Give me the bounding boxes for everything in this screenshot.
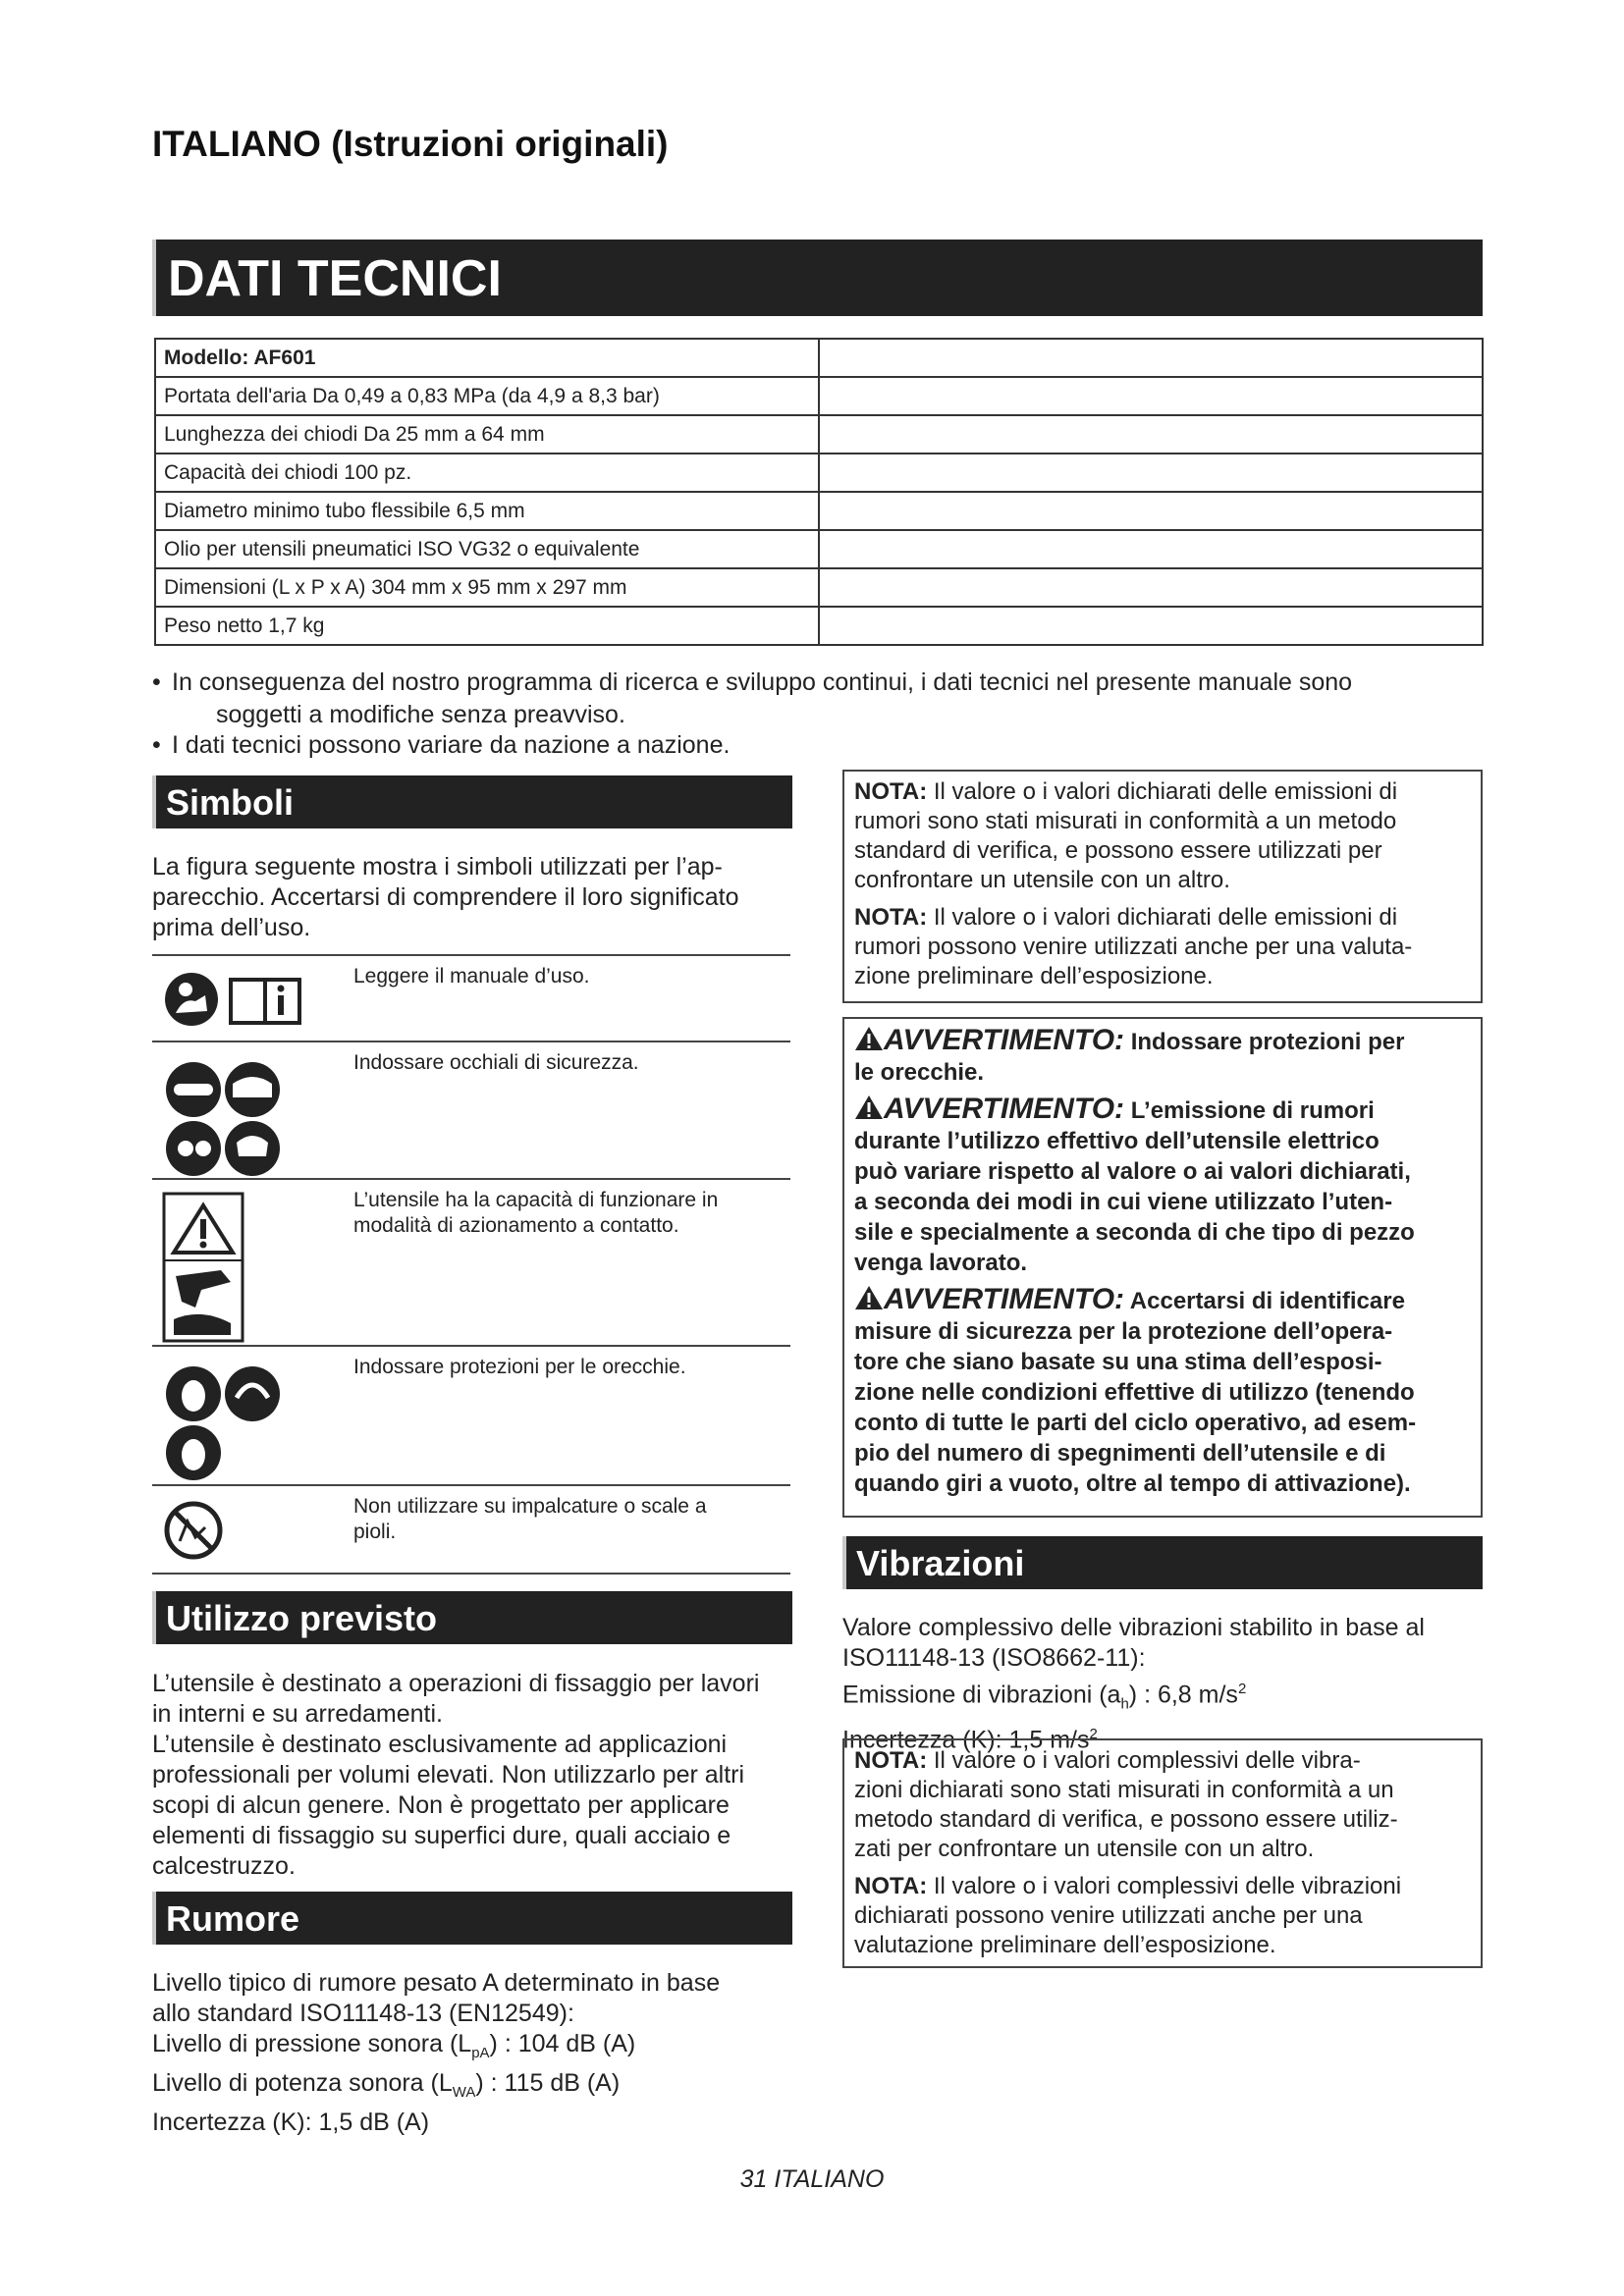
no-scaffolding-icon xyxy=(162,1498,231,1572)
warning-triangle-icon xyxy=(854,1285,884,1310)
note-paragraph: NOTA: Il valore o i valori dichiarati delle emissioni di rumori sono stati misurati in conformità a un metodo standard di verifica, e possono essere utilizzati per confrontare un utensile con un altro. xyxy=(854,778,1398,893)
spec-cell: Diametro minimo tubo flessibile 6,5 mm xyxy=(155,492,819,530)
read-manual-icon xyxy=(162,968,309,1032)
spec-cell: Olio per utensili pneumatici ISO VG32 o equivalente xyxy=(155,530,819,568)
table-row xyxy=(155,454,1483,492)
symbol-row xyxy=(152,1041,790,1180)
nota-vibrazioni-box xyxy=(842,1738,1483,1968)
symbol-description: Indossare protezioni per le orecchie. xyxy=(353,1356,686,1378)
symbol-row xyxy=(152,954,790,1042)
note-paragraph: NOTA: Il valore o i valori dichiarati delle emissioni di rumori possono venire utilizzati anche per una valuta- zione preliminare dell’esposizione. xyxy=(854,904,1413,989)
table-row xyxy=(155,530,1483,568)
contact-actuation-icon xyxy=(162,1192,250,1354)
symbol-description: L’utensile ha la capacità di funzionare in modalità di azionamento a contatto. xyxy=(353,1189,719,1237)
vibrazioni-heading: Vibrazioni xyxy=(842,1536,1483,1589)
specifications-table xyxy=(154,338,1484,646)
simboli-intro: La figura seguente mostra i simboli utilizzati per l’ap- parecchio. Accertarsi di comprendere il loro significato prima dell’uso. xyxy=(152,853,739,941)
list-item-continuation: soggetti a modifiche senza preavviso. xyxy=(216,701,625,728)
nota-rumore-box xyxy=(842,770,1483,1003)
warning-paragraph: AVVERTIMENTO: L’emissione di rumori durante l’utilizzo effettivo dell’utensile elettrico può variare rispetto al valore o ai valori dichiarati, a seconda dei modi in cui viene utilizzato l’uten- sile e specialmente a seconda di che tipo di pezzo venga lavorato. xyxy=(854,1093,1415,1276)
note-paragraph: NOTA: Il valore o i valori complessivi delle vibra- zioni dichiarati sono stati misurati in conformità a un metodo standard di verifica, e possono essere utiliz- zati per confrontare un utensile con un altro. xyxy=(854,1747,1398,1862)
spec-cell: Dimensioni (L x P x A) 304 mm x 95 mm x 297 mm xyxy=(155,568,819,607)
simboli-heading: Simboli xyxy=(152,775,792,828)
symbol-row xyxy=(152,1484,790,1575)
utilizzo-previsto-text: L’utensile è destinato a operazioni di fissaggio per lavori in interni e su arredamenti. L’utensile è destinato esclusivamente ad applicazioni professionali per volumi elevati. Non utilizzarlo per altri scopi di alcun genere. Non è progettato per applicare elementi di fissaggio su superfici dure, quali acciaio e calcestruzzo. xyxy=(152,1670,760,1880)
spec-cell: Peso netto 1,7 kg xyxy=(155,607,819,645)
rumore-text: Livello tipico di rumore pesato A determinato in base allo standard ISO11148-13 (EN12549): Livello di pressione sonora $(L_{pA})$ : 104 dB (A) Livello di potenza sonora $(L_{WA})$ : 115 dB (A) Incertezza (K): 1,5 dB (A) xyxy=(152,1969,721,2136)
table-row xyxy=(155,607,1483,645)
spec-cell: Lunghezza dei chiodi Da 25 mm a 64 mm xyxy=(155,415,819,454)
symbol-row xyxy=(152,1178,790,1347)
vibrazioni-text: Valore complessivo delle vibrazioni stabilito in base al ISO11148-13 (ISO8662-11): Emissione di vibrazioni $(a_h)$ : 6,8 $m/s^2$ Incertezza (K): 1,5 $m/s^2$ xyxy=(842,1614,1425,1754)
spec-cell: Modello: AF601 xyxy=(155,339,819,377)
spec-cell: Portata dell'aria Da 0,49 a 0,83 MPa (da 4,9 a 8,3 bar) xyxy=(155,377,819,415)
table-row xyxy=(155,339,1483,377)
symbol-row xyxy=(152,1345,790,1486)
symbol-description: Non utilizzare su impalcature o scale a pioli. xyxy=(353,1495,707,1543)
table-row xyxy=(155,415,1483,454)
page-footer: 31 ITALIANO xyxy=(739,2165,885,2193)
warning-paragraph: AVVERTIMENTO: Indossare protezioni per le orecchie. xyxy=(854,1024,1405,1086)
list-item: • In conseguenza del nostro programma di ricerca e sviluppo continui, i dati tecnici nel presente manuale sono xyxy=(152,667,1488,698)
utilizzo-previsto-heading: Utilizzo previsto xyxy=(152,1591,792,1644)
warning-paragraph: AVVERTIMENTO: Accertarsi di identificare misure di sicurezza per la protezione dell’opera- tore che siano basate su una stima dell’esposi- zione nelle condizioni effettive di utilizzo (tenendo conto di tutte le parti del ciclo operativo, ad esem- pio del numero di spegnimenti dell’utensile e di quando giri a vuoto, oltre al tempo di attivazione). xyxy=(854,1283,1417,1497)
spec-notes xyxy=(152,667,1488,763)
safety-glasses-icon xyxy=(162,1054,299,1187)
table-row xyxy=(155,377,1483,415)
warning-triangle-icon xyxy=(854,1026,884,1051)
spec-cell: Capacità dei chiodi 100 pz. xyxy=(155,454,819,492)
symbol-description: Indossare occhiali di sicurezza. xyxy=(353,1051,639,1074)
avvertimento-box xyxy=(842,1017,1483,1518)
list-item: • I dati tecnici possono variare da nazione a nazione. xyxy=(152,730,1488,761)
note-paragraph: NOTA: Il valore o i valori complessivi delle vibrazioni dichiarati possono venire utilizzati anche per una valutazione preliminare dell’esposizione. xyxy=(854,1873,1402,1958)
rumore-heading: Rumore xyxy=(152,1892,792,1945)
warning-triangle-icon xyxy=(854,1095,884,1120)
symbol-description: Leggere il manuale d’uso. xyxy=(353,965,590,988)
ear-protection-icon xyxy=(162,1359,299,1491)
page-language-title: ITALIANO (Istruzioni originali) xyxy=(152,124,669,164)
dati-tecnici-heading: DATI TECNICI xyxy=(152,240,1483,316)
table-row xyxy=(155,568,1483,607)
table-row xyxy=(155,492,1483,530)
